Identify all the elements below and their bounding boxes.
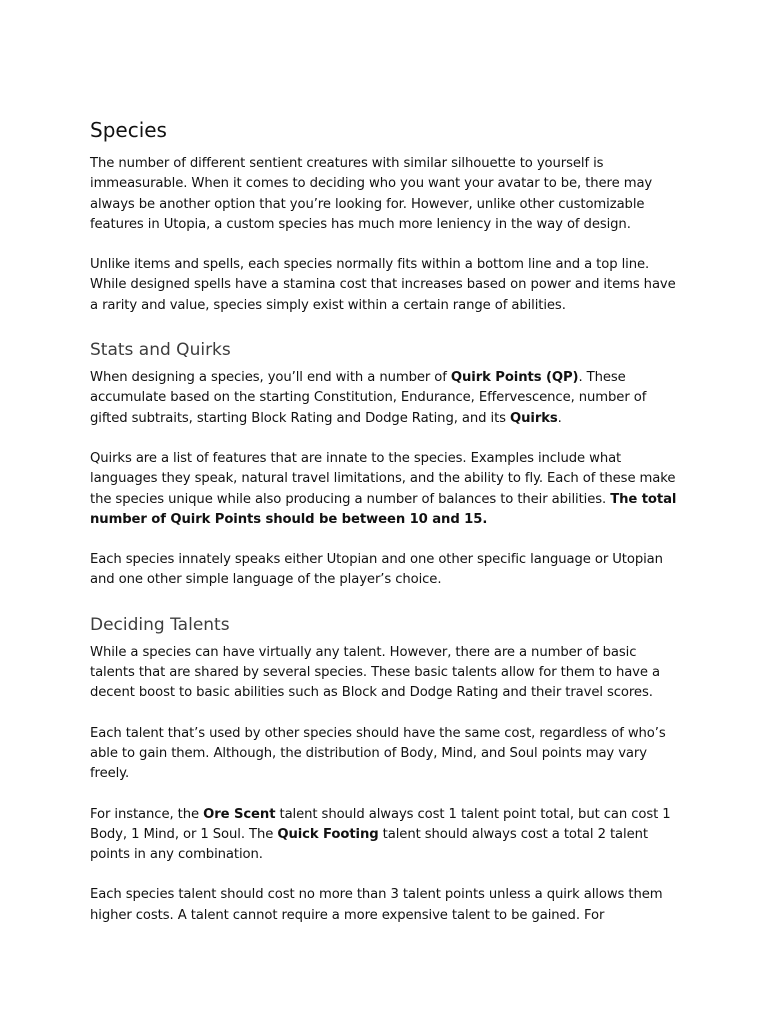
species-paragraph-1: The number of different sentient creatures with similar silhouette to yourself is immeasurable. When it comes to deciding who you want your avatar to be, there may always be another option that you’re looking for. However, unlike other customizable features in Utopia, a custom species has much more leniency in the way of design. (90, 156, 653, 232)
text-run: . (557, 410, 562, 426)
stats-paragraph-3: Each species innately speaks either Utopian and one other specific language or Utopian and one other simple language of the player’s choice. (90, 552, 663, 588)
talents-paragraph-1: While a species can have virtually any talent. However, there are a number of basic talents that are shared by several species. These basic talents allow for them to have a decent boost to basic abilities such as Block and Dodge Rating and their travel scores. (90, 644, 660, 701)
talents-paragraph-3 (90, 805, 678, 866)
text-run: When designing a species, you’ll end with a number of (90, 370, 451, 386)
heading-deciding-talents: Deciding Talents (90, 614, 230, 635)
bold-quick-footing: Quick Footing (277, 826, 379, 842)
heading-stats-and-quirks: Stats and Quirks (90, 340, 231, 361)
bold-quirk-total-rule: The total number of Quirk Points should be between 10 and 15. (90, 491, 677, 527)
text-run: . These accumulate based on the starting Constitution, Endurance, Effervescence, number of gifted subtraits, starting Block Rating and Dodge Rating, and its (90, 370, 647, 426)
stats-paragraph-2 (90, 449, 678, 530)
bold-ore-scent: Ore Scent (203, 806, 276, 822)
species-paragraph-2: Unlike items and spells, each species normally fits within a bottom line and a top line. While designed spells have a stamina cost that increases based on power and items have a rarity and value, species simply exist within a certain range of abilities. (90, 257, 676, 313)
bold-quirk-points: Quirk Points (QP) (450, 370, 579, 386)
heading-species: Species (90, 118, 167, 142)
text-run: talent should always cost 1 talent point total, but can cost 1 Body, 1 Mind, or 1 Soul. The (90, 806, 671, 842)
text-run: talent should always cost a total 2 talent points in any combination. (90, 826, 648, 863)
talents-paragraph-4: Each species talent should cost no more than 3 talent points unless a quirk allows them higher costs. A talent cannot require a more expensive talent to be gained. For (90, 887, 663, 923)
bold-quirks: Quirks (510, 410, 558, 426)
stats-paragraph-1 (90, 368, 678, 429)
text-run: Quirks are a list of features that are innate to the species. Examples include what languages they speak, natural travel limitations, and the ability to fly. Each of these make the species unique while also producing a number of balances to their abilities. (90, 450, 676, 507)
text-run: For instance, the (90, 806, 204, 822)
talents-paragraph-2: Each talent that’s used by other species should have the same cost, regardless of who’s able to gain them. Although, the distribution of Body, Mind, and Soul points may vary freely. (90, 725, 666, 782)
